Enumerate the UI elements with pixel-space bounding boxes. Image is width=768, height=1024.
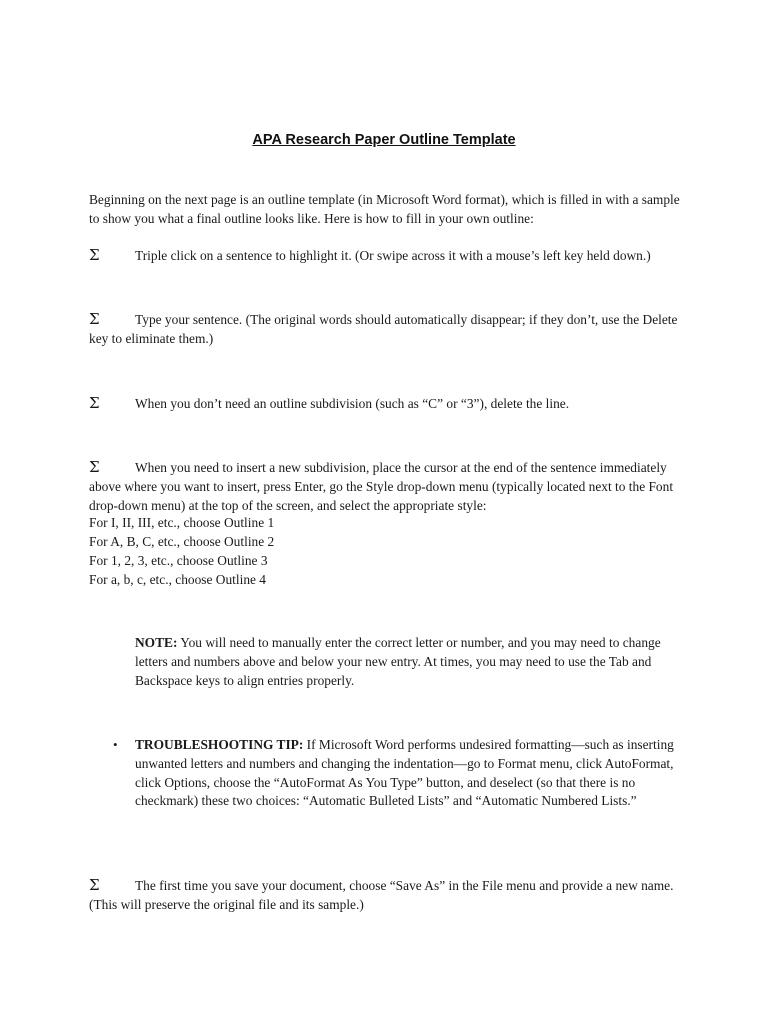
tip-text: If Microsoft Word performs undesired formatting—such as inserting unwanted letters and numbers and changing the indentation—go to Format menu, click AutoFormat, click Options, choose the “AutoFormat As You Type” button, and deselect (so that there is no checkmark) these two choices: “Automatic Bulleted Lists” and “Automatic Numbered Lists.”: [135, 737, 674, 809]
note-label: NOTE:: [135, 635, 178, 650]
step-text: When you need to insert a new subdivision, place the cursor at the end of the sentence immediately above where you want to insert, press Enter, go the Style drop-down menu (typically located next to the Font drop-down menu) at the top of the screen, and select the appropriate style:: [89, 460, 674, 513]
step-text: The first time you save your document, choose “Save As” in the File menu and provide a new name. (This will preserve the original file and its sample.): [89, 878, 674, 912]
step-item: [89, 876, 689, 915]
sigma-bullet-icon: Σ: [89, 246, 100, 264]
step-item: [89, 394, 689, 414]
intro-paragraph: Beginning on the next page is an outline template (in Microsoft Word format), which is filled in with a sample to show you what a final outline looks like. Here is how to fill in your own outline:: [89, 192, 680, 226]
step-text: When you don’t need an outline subdivision (such as “C” or “3”), delete the line.: [135, 396, 570, 411]
sigma-bullet-icon: Σ: [89, 876, 100, 894]
troubleshooting-tip: [135, 736, 680, 811]
page-title: APA Research Paper Outline Template: [252, 132, 516, 148]
style-line: For 1, 2, 3, etc., choose Outline 3: [89, 553, 268, 568]
sigma-bullet-icon: Σ: [89, 458, 100, 476]
bullet-icon: •: [113, 737, 118, 752]
style-line: For a, b, c, etc., choose Outline 4: [89, 572, 267, 587]
note-text: You will need to manually enter the correct letter or number, and you may need to change letters and numbers above and below your new entry. At times, you may need to use the Tab and Backspace keys to align entries properly.: [135, 635, 661, 688]
sigma-bullet-icon: Σ: [89, 394, 100, 412]
tip-label: TROUBLESHOOTING TIP:: [135, 737, 304, 752]
step-item: [89, 246, 689, 266]
step-item: [89, 458, 689, 515]
style-line: For I, II, III, etc., choose Outline 1: [89, 515, 275, 530]
step-item: [89, 310, 689, 349]
sigma-bullet-icon: Σ: [89, 310, 100, 328]
step-text: Type your sentence. (The original words should automatically disappear; if they don’t, use the Delete key to eliminate them.): [89, 312, 678, 346]
step-text: Triple click on a sentence to highlight it. (Or swipe across it with a mouse’s left key held down.): [135, 248, 651, 263]
style-line: For A, B, C, etc., choose Outline 2: [89, 534, 275, 549]
note-paragraph: [135, 634, 680, 690]
